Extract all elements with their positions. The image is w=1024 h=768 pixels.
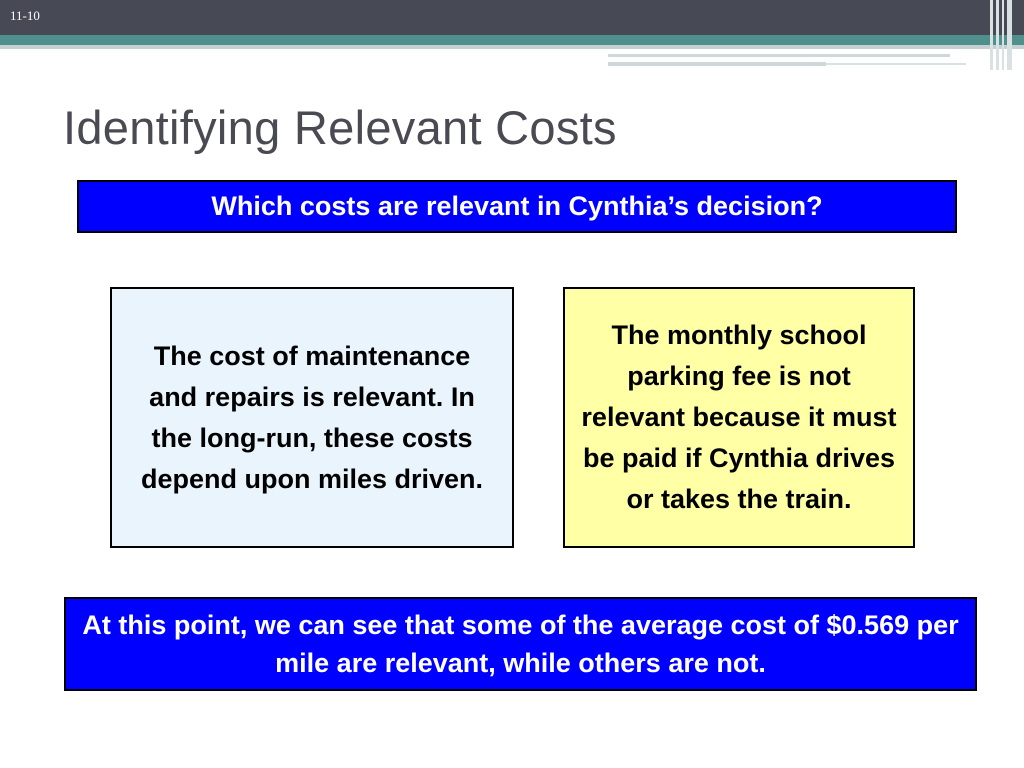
question-text: Which costs are relevant in Cynthia’s decision? — [211, 191, 823, 221]
relevant-cost-text: The cost of maintenance and repairs is relevant. In the long-run, these costs depend upon miles driven. — [140, 340, 484, 494]
relevant-cost-card — [110, 287, 514, 548]
decorative-line — [608, 62, 826, 66]
slide-number: 11-10 — [10, 8, 40, 23]
question-banner — [77, 180, 957, 233]
header-bar — [0, 0, 1024, 35]
decorative-line — [826, 63, 966, 65]
conclusion-text: At this point, we can see that some of the average cost of $0.569 per mile are relevant, while others are not. — [82, 610, 959, 678]
decorative-line — [608, 54, 950, 57]
header-light-stripe — [0, 45, 1024, 49]
header-teal-stripe — [0, 35, 1024, 45]
decorative-side-bars — [990, 0, 1014, 70]
irrelevant-cost-text: The monthly school parking fee is not relevant because it must be paid if Cynthia drives or takes the train. — [581, 320, 897, 514]
slide-title: Identifying Relevant Costs — [63, 101, 617, 154]
conclusion-banner — [64, 597, 977, 691]
irrelevant-cost-card — [563, 287, 915, 548]
